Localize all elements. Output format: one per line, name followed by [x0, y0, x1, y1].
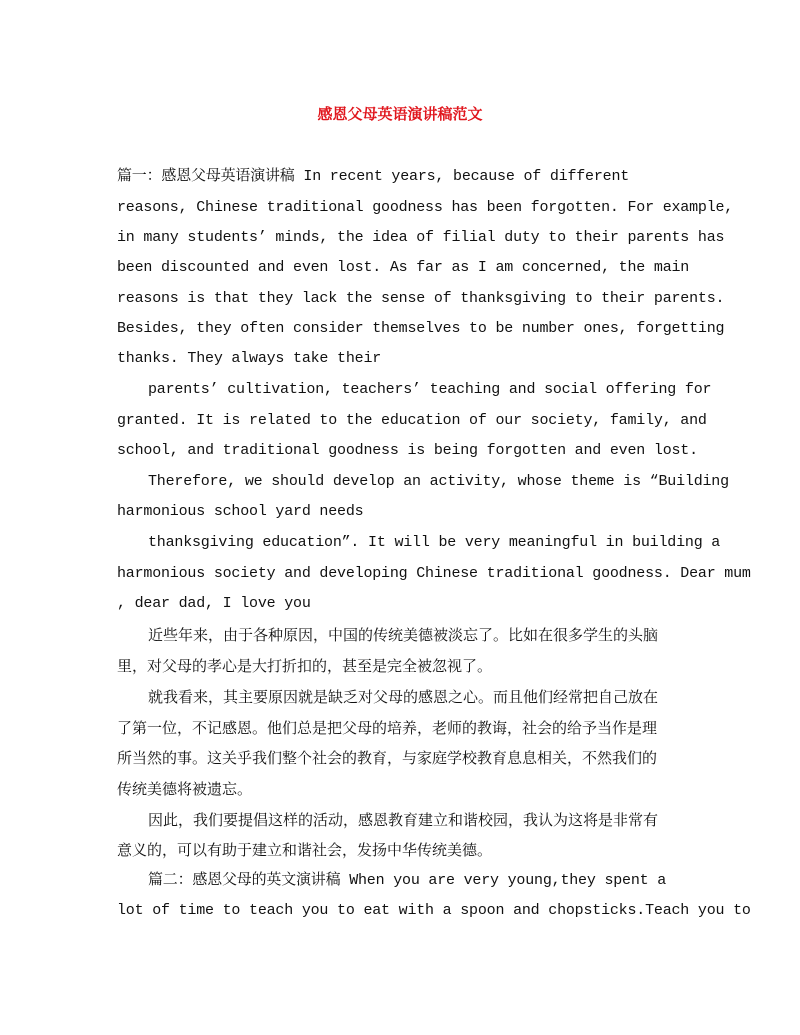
text-line: 所当然的事。这关乎我们整个社会的教育，与家庭学校教育息息相关，不然我们的	[117, 749, 658, 767]
text-line: reasons is that they lack the sense of thanksgiving to their parents.	[117, 290, 725, 307]
text-line: 篇一：感恩父母英语演讲稿 In recent years, because of different	[117, 168, 630, 185]
text-line: been discounted and even lost. As far as I am concerned, the main	[117, 259, 690, 276]
text-line: lot of time to teach you to eat with a spoon and chopsticks.Teach you to	[117, 902, 751, 919]
text-line: harmonious society and developing Chinese traditional goodness. Dear mum	[117, 565, 751, 582]
text-line: thanks. They always take their	[117, 350, 382, 367]
text-line: 篇二：感恩父母的英文演讲稿 When you are very young,they spent a	[148, 872, 667, 889]
text-line: granted. It is related to the education of our society, family, and	[117, 412, 707, 429]
document-title: 感恩父母英语演讲稿范文	[317, 105, 483, 123]
text-line: 了第一位，不记感恩。他们总是把父母的培养，老师的教诲，社会的给予当作是理	[117, 719, 658, 737]
text-line: school, and traditional goodness is being forgotten and even lost.	[117, 442, 698, 459]
text-line: , dear dad, I love you	[117, 595, 311, 612]
text-line: 里，对父母的孝心是大打折扣的，甚至是完全被忽视了。	[117, 657, 493, 675]
text-line: 就我看来，其主要原因就是缺乏对父母的感恩之心。而且他们经常把自己放在	[148, 688, 659, 706]
text-line: in many students’ minds, the idea of filial duty to their parents has	[117, 229, 725, 246]
text-line: 意义的，可以有助于建立和谐社会，发扬中华传统美德。	[117, 841, 493, 859]
text-line: harmonious school yard needs	[117, 503, 364, 520]
text-line: parents’ cultivation, teachers’ teaching and social offering for	[148, 381, 712, 398]
text-line: 近些年来，由于各种原因，中国的传统美德被淡忘了。比如在很多学生的头脑	[148, 626, 659, 644]
text-line: 因此，我们要提倡这样的活动，感恩教育建立和谐校园，我认为这将是非常有	[148, 811, 659, 829]
text-line: Therefore, we should develop an activity, whose theme is “Building	[148, 473, 729, 490]
text-line: Besides, they often consider themselves to be number ones, forgetting	[117, 320, 725, 337]
text-line: 传统美德将被遗忘。	[117, 780, 253, 798]
text-line: thanksgiving education”. It will be very meaningful in building a	[148, 534, 721, 551]
text-line: reasons, Chinese traditional goodness has been forgotten. For example,	[117, 199, 734, 216]
